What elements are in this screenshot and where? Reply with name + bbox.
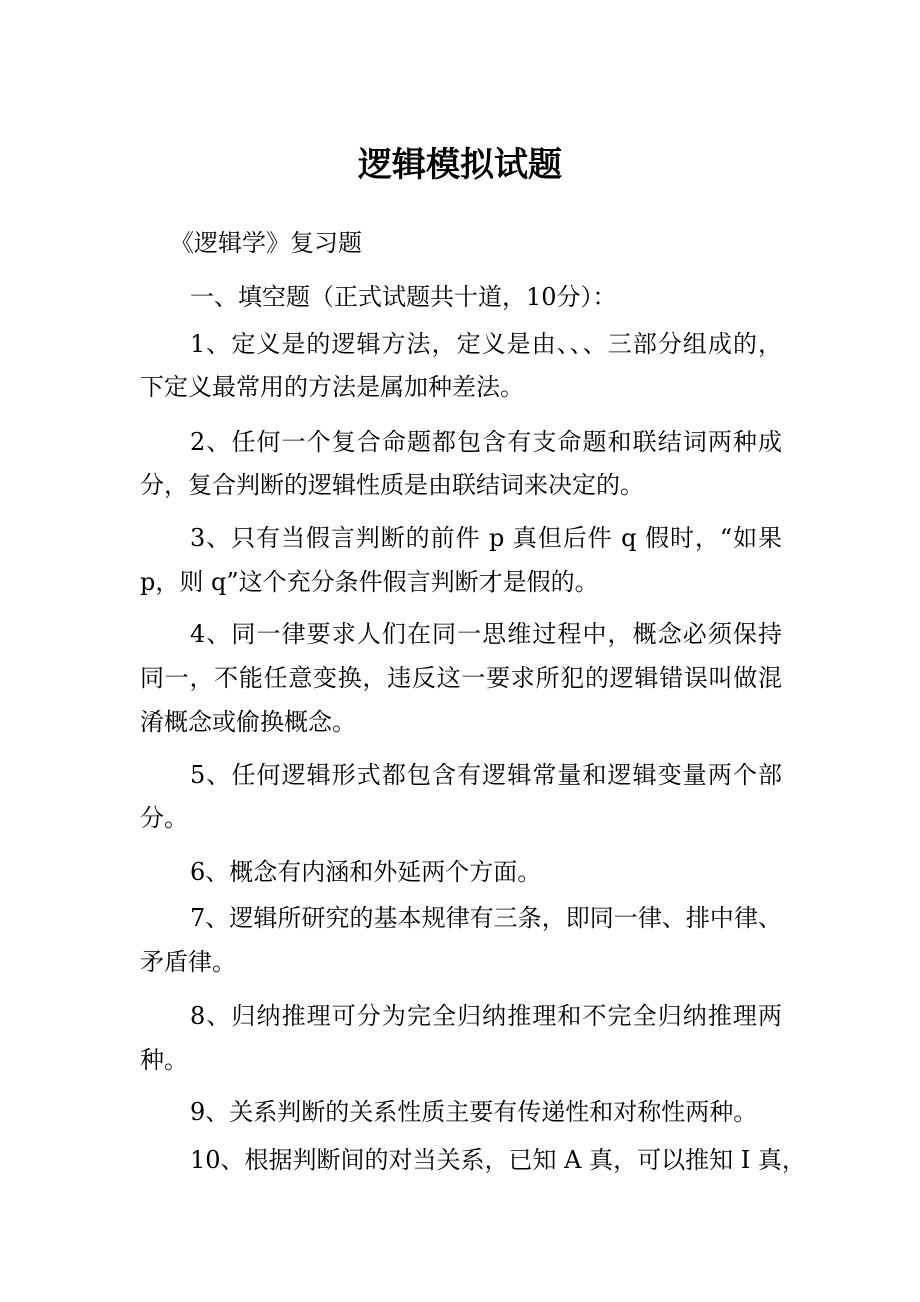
question-8-line-1: 8、归纳推理可分为完全归纳推理和不完全归纳推理两 [190,1002,782,1030]
question-4-line-3: 淆概念或偷换概念。 [140,708,356,736]
question-1-line-2: 下定义最常用的方法是属加种差法。 [140,373,524,401]
question-2-line-1: 2、任何一个复合命题都包含有支命题和联结词两种成 [190,428,782,456]
question-2-line-2: 分，复合判断的逻辑性质是由联结词来决定的。 [140,471,644,499]
question-10-line-1: 10、根据判断间的对当关系，已知 A 真，可以推知 I 真， [190,1146,806,1174]
question-8-line-2: 种。 [140,1046,188,1074]
question-5-line-2: 分。 [140,804,188,832]
question-6-line-1: 6、概念有内涵和外延两个方面。 [190,858,542,886]
question-4-line-1: 4、同一律要求人们在同一思维过程中，概念必须保持 [190,620,782,648]
question-9-line-1: 9、关系判断的关系性质主要有传递性和对称性两种。 [190,1098,758,1126]
question-1-line-1: 1、定义是的逻辑方法，定义是由、、、三部分组成的， [190,330,782,358]
question-4-line-2: 同一，不能任意变换，违反这一要求所犯的逻辑错误叫做混 [140,664,782,692]
question-7-line-1: 7、逻辑所研究的基本规律有三条，即同一律、排中律、 [190,904,782,932]
document-title: 逻辑模拟试题 [358,145,562,185]
question-3-line-1: 3、只有当假言判断的前件 p 真但后件 q 假时，“如果 [190,524,782,552]
question-5-line-1: 5、任何逻辑形式都包含有逻辑常量和逻辑变量两个部 [190,761,782,789]
section-heading: 一、填空题（正式试题共十道，10分）： [190,283,617,311]
subtitle: 《逻辑学》复习题 [170,229,362,257]
question-7-line-2: 矛盾律。 [140,948,236,976]
question-3-line-2: p，则 q”这个充分条件假言判断才是假的。 [140,568,599,596]
